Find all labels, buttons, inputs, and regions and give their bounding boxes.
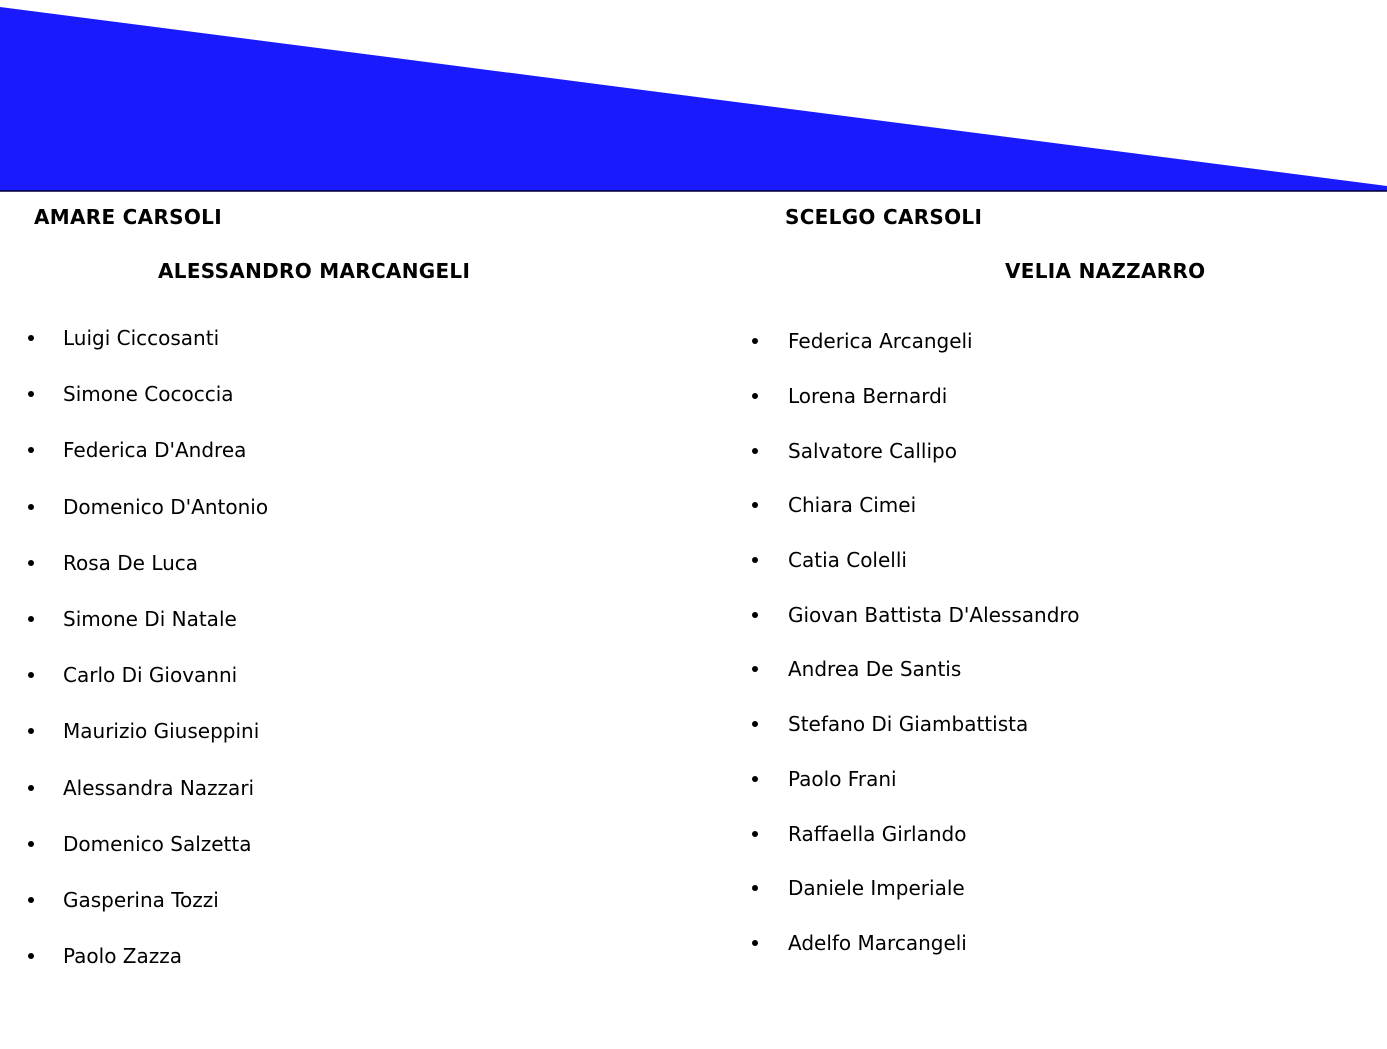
mayor-candidate-right: VELIA NAZZARRO	[1005, 259, 1206, 283]
bullet-icon	[28, 785, 34, 791]
member-list-item	[28, 535, 268, 591]
bullet-icon	[752, 393, 758, 399]
member-name: Giovan Battista D'Alessandro	[788, 602, 1080, 627]
member-name: Stefano Di Giambattista	[788, 712, 1029, 737]
member-name: Adelfo Marcangeli	[788, 930, 967, 955]
member-name: Paolo Frani	[788, 766, 897, 791]
member-name: Domenico Salzetta	[63, 831, 252, 856]
bullet-icon	[752, 940, 758, 946]
bullet-icon	[752, 776, 758, 782]
member-list-item	[752, 697, 1079, 752]
member-name: Rosa De Luca	[63, 550, 199, 575]
member-name: Paolo Zazza	[63, 944, 183, 969]
member-name: Salvatore Callipo	[788, 438, 957, 463]
bullet-icon	[28, 560, 34, 566]
bullet-icon	[28, 897, 34, 903]
bullet-icon	[28, 953, 34, 959]
bullet-icon	[752, 557, 758, 563]
member-list-item	[28, 422, 268, 478]
bullet-icon	[28, 447, 34, 453]
member-name: Gasperina Tozzi	[63, 887, 219, 912]
bullet-icon	[752, 502, 758, 508]
mayor-candidate-left: ALESSANDRO MARCANGELI	[158, 259, 471, 283]
member-list-item	[28, 816, 268, 872]
member-list-item	[28, 647, 268, 703]
member-list-item	[752, 314, 1079, 369]
header-banner	[0, 0, 1387, 194]
bullet-icon	[28, 391, 34, 397]
member-list-item	[752, 533, 1079, 588]
member-name: Alessandra Nazzari	[63, 775, 255, 800]
bullet-icon	[752, 666, 758, 672]
member-list-item	[752, 587, 1079, 642]
member-name: Raffaella Girlando	[788, 821, 967, 846]
bullet-icon	[752, 721, 758, 727]
member-list-item	[752, 916, 1079, 971]
list-name-right: SCELGO CARSOLI	[785, 205, 983, 229]
member-list-item	[28, 366, 268, 422]
bullet-icon	[28, 504, 34, 510]
member-list-item	[28, 703, 268, 759]
member-name: Maurizio Giuseppini	[63, 719, 260, 744]
member-list-item	[28, 310, 268, 366]
member-name: Simone Cococcia	[63, 382, 234, 407]
member-name: Catia Colelli	[788, 548, 907, 573]
bullet-icon	[752, 448, 758, 454]
member-name: Domenico D'Antonio	[63, 494, 269, 519]
member-list-item	[752, 861, 1079, 916]
member-name: Lorena Bernardi	[788, 384, 948, 409]
bullet-icon	[752, 831, 758, 837]
member-list-item	[752, 478, 1079, 533]
member-list-item	[28, 760, 268, 816]
member-name: Carlo Di Giovanni	[63, 663, 238, 688]
member-name: Simone Di Natale	[63, 607, 237, 632]
member-list-item	[752, 423, 1079, 478]
member-name: Luigi Ciccosanti	[63, 326, 220, 351]
member-list-item	[752, 369, 1079, 424]
member-list-item	[752, 752, 1079, 807]
bullet-icon	[752, 612, 758, 618]
bullet-icon	[28, 616, 34, 622]
member-name: Chiara Cimei	[788, 493, 917, 518]
bullet-icon	[752, 885, 758, 891]
member-list-item	[28, 591, 268, 647]
member-list-item	[28, 872, 268, 928]
bullet-icon	[28, 841, 34, 847]
member-list-right	[752, 314, 1079, 970]
bullet-icon	[28, 672, 34, 678]
member-list-item	[752, 642, 1079, 697]
bullet-icon	[752, 338, 758, 344]
banner-wedge	[0, 7, 1387, 191]
list-name-left: AMARE CARSOLI	[34, 205, 222, 229]
member-list-item	[752, 806, 1079, 861]
bullet-icon	[28, 728, 34, 734]
member-list-item	[28, 928, 268, 984]
member-name: Daniele Imperiale	[788, 876, 965, 901]
member-name: Federica Arcangeli	[788, 329, 973, 354]
member-name: Federica D'Andrea	[63, 438, 247, 463]
bullet-icon	[28, 335, 34, 341]
member-list-item	[28, 479, 268, 535]
member-name: Andrea De Santis	[788, 657, 962, 682]
member-list-left	[28, 310, 268, 984]
